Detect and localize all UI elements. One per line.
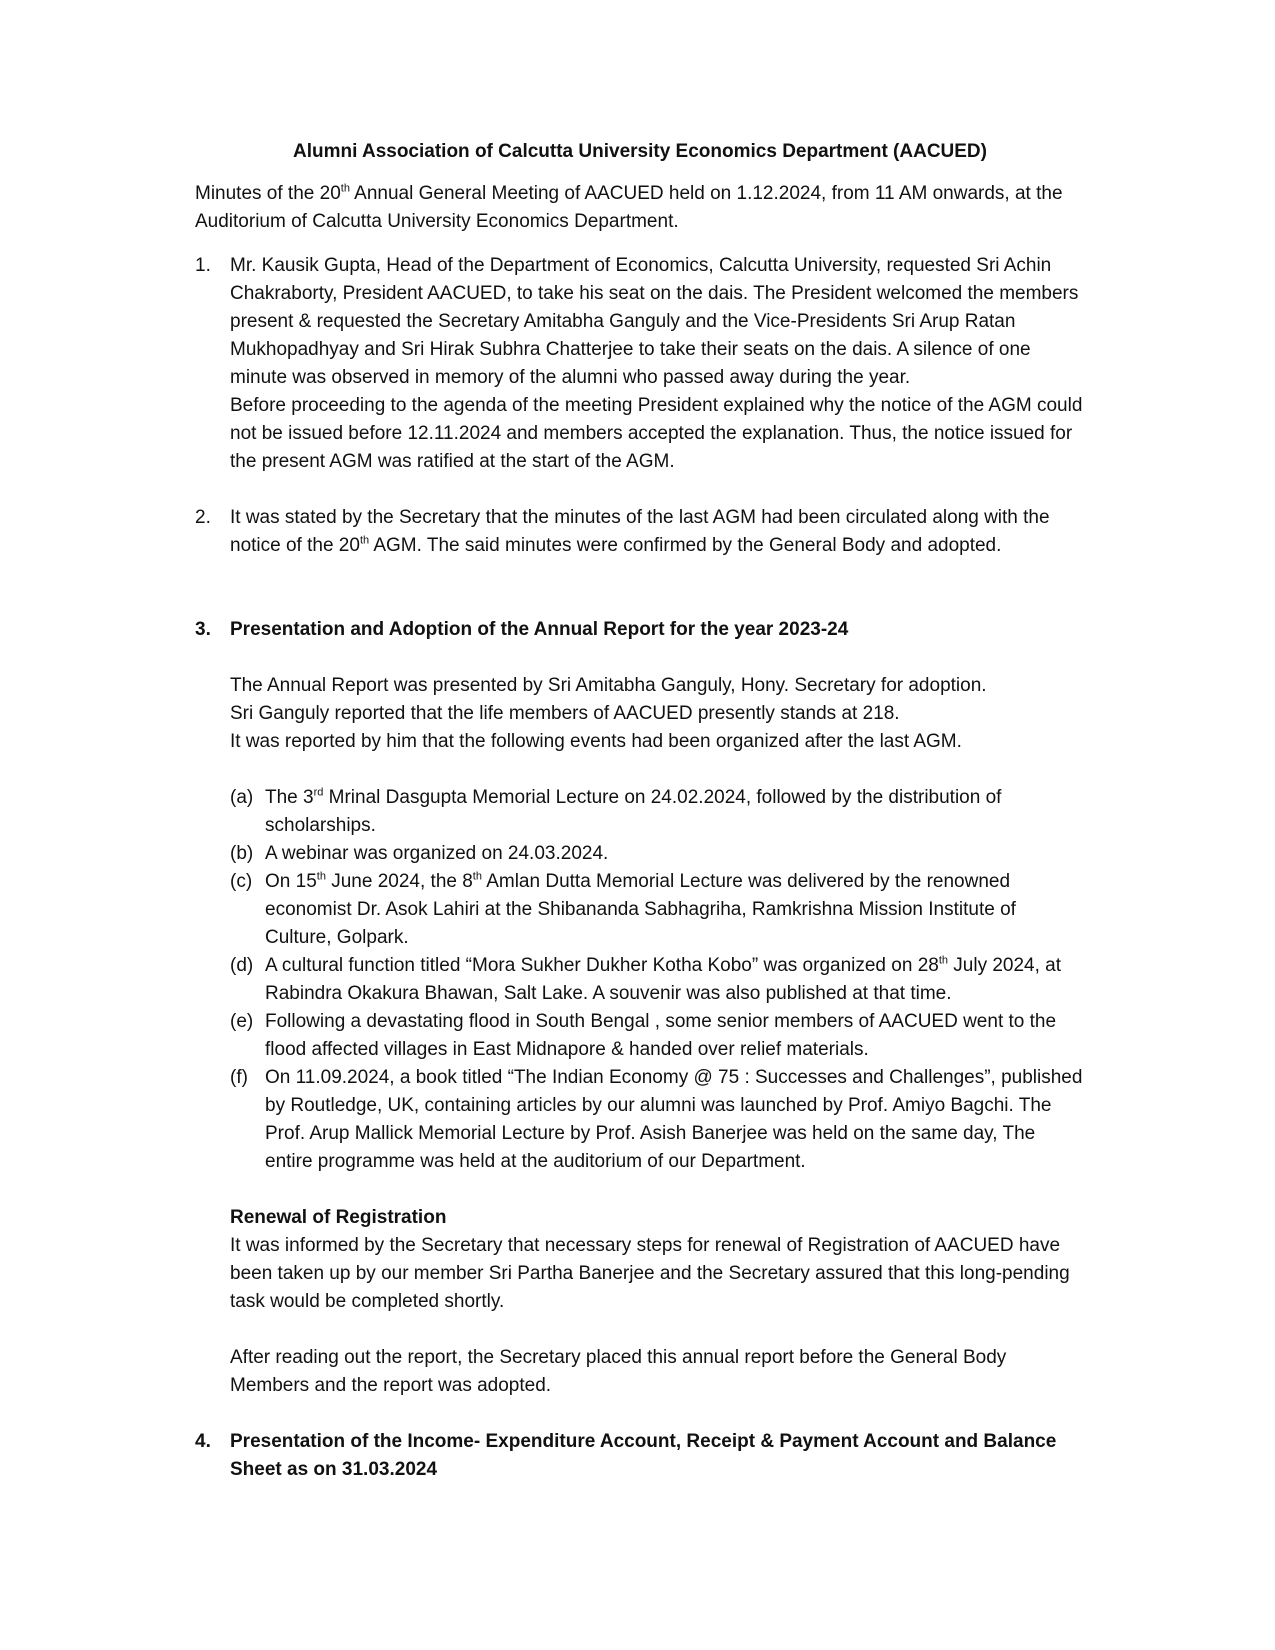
event-item-a <box>230 784 1085 840</box>
event-text: On 15th June 2024, the 8th Amlan Dutta Memorial Lecture was delivered by the renowned economist Dr. Asok Lahiri at the Shibananda Sabhagriha, Ramkrishna Mission Institute of Culture, Golpark. <box>265 870 1016 948</box>
report-line: The Annual Report was presented by Sri Amitabha Ganguly, Hony. Secretary for adoption. <box>230 675 987 696</box>
item-paragraph: Before proceeding to the agenda of the meeting President explained why the notice of the AGM could not be issued before 12.11.2024 and members accepted the explanation. Thus, the notice issued for the present AGM was ratified at the start of the AGM. <box>230 395 1083 472</box>
event-text: On 11.09.2024, a book titled “The Indian Economy @ 75 : Successes and Challenges”, published by Routledge, UK, containing articles by our alumni was launched by Prof. Amiyo Bagchi. The Prof. Arup Mallick Memorial Lecture by Prof. Asish Banerjee was held on the same day, The entire programme was held at the auditorium of our Department. <box>265 1067 1083 1172</box>
report-line: It was reported by him that the following events had been organized after the last AGM. <box>230 731 962 752</box>
document-title: Alumni Association of Calcutta University Economics Department (AACUED) <box>293 141 987 162</box>
item-paragraph: It was stated by the Secretary that the minutes of the last AGM had been circulated along with the notice of the 20th AGM. The said minutes were confirmed by the General Body and adopted. <box>230 507 1050 556</box>
event-item-b <box>230 840 1085 868</box>
event-item-e <box>230 1008 1085 1064</box>
event-item-f <box>230 1064 1085 1176</box>
intro-paragraph: Minutes of the 20th Annual General Meeting of AACUED held on 1.12.2024, from 11 AM onwards, at the Auditorium of Calcutta University Economics Department. <box>195 182 1063 232</box>
renewal-text: It was informed by the Secretary that necessary steps for renewal of Registration of AACUED have been taken up by our member Sri Partha Banerjee and the Secretary assured that this long-pending task would be completed shortly. <box>230 1235 1070 1312</box>
item-body <box>230 616 1085 1400</box>
event-text: The 3rd Mrinal Dasgupta Memorial Lecture on 24.02.2024, followed by the distribution of scholarships. <box>265 786 1002 836</box>
item-number: 4. <box>195 1431 211 1452</box>
item-number: 3. <box>195 619 211 640</box>
event-label: (d) <box>230 955 254 976</box>
minutes-item-4 <box>195 1428 1085 1484</box>
event-text: A webinar was organized on 24.03.2024. <box>265 843 609 864</box>
minutes-item-2 <box>195 504 1085 560</box>
event-label: (f) <box>230 1067 248 1088</box>
event-item-c <box>230 868 1085 952</box>
renewal-heading: Renewal of Registration <box>230 1207 447 1228</box>
minutes-item-1 <box>195 252 1085 476</box>
item-body <box>230 1428 1085 1484</box>
minutes-item-3 <box>195 616 1085 1400</box>
item-number: 1. <box>195 255 211 276</box>
event-item-d <box>230 952 1085 1008</box>
item-body <box>230 252 1085 476</box>
document-content <box>195 138 1085 1484</box>
item-number: 2. <box>195 507 211 528</box>
item-paragraph: Mr. Kausik Gupta, Head of the Department of Economics, Calcutta University, requested Sri Achin Chakraborty, President AACUED, to take his seat on the dais. The President welcomed the members present & requested the Secretary Amitabha Ganguly and the Vice-Presidents Sri Arup Ratan Mukhopadhyay and Sri Hirak Subhra Chatterjee to take their seats on the dais. A silence of one minute was observed in memory of the alumni who passed away during the year. <box>230 255 1079 388</box>
item-body <box>230 504 1085 560</box>
event-label: (a) <box>230 787 254 808</box>
section-heading: Presentation and Adoption of the Annual Report for the year 2023-24 <box>230 619 849 640</box>
closing-text: After reading out the report, the Secretary placed this annual report before the General Body Members and the report was adopted. <box>230 1347 1007 1396</box>
event-text: Following a devastating flood in South Bengal , some senior members of AACUED went to the flood affected villages in East Midnapore & handed over relief materials. <box>265 1011 1057 1060</box>
event-text: A cultural function titled “Mora Sukher Dukher Kotha Kobo” was organized on 28th July 2024, at Rabindra Okakura Bhawan, Salt Lake. A souvenir was also published at that time. <box>265 954 1062 1004</box>
event-label: (c) <box>230 871 253 892</box>
event-label: (e) <box>230 1011 254 1032</box>
event-label: (b) <box>230 843 254 864</box>
report-line: Sri Ganguly reported that the life members of AACUED presently stands at 218. <box>230 703 900 724</box>
section-heading: Presentation of the Income- Expenditure Account, Receipt & Payment Account and Balance Sheet as on 31.03.2024 <box>230 1431 1057 1480</box>
